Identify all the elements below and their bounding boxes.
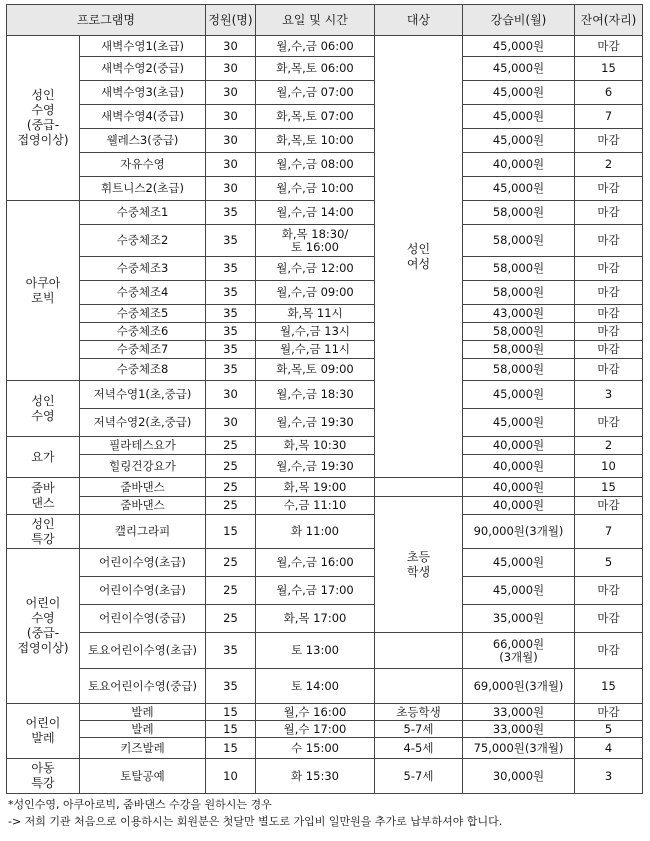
remaining-cell: 15 <box>575 478 643 497</box>
fee-cell: 30,000원 <box>463 759 575 794</box>
fee-cell: 75,000원(3개월) <box>463 738 575 759</box>
fee-cell: 45,000원 <box>463 409 575 437</box>
table-row <box>7 153 643 177</box>
table-row <box>7 455 643 478</box>
capacity-cell: 30 <box>206 105 256 129</box>
table-row <box>7 323 643 341</box>
capacity-cell: 35 <box>206 323 256 341</box>
program-name: 수중체조4 <box>80 281 206 305</box>
remaining-cell: 7 <box>575 515 643 549</box>
fee-cell: 58,000원 <box>463 341 575 359</box>
time-cell: 월,수,금 18:30 <box>256 381 375 409</box>
table-row <box>7 201 643 225</box>
time-cell: 토 13:00 <box>256 633 375 669</box>
capacity-cell: 15 <box>206 738 256 759</box>
fee-cell: 33,000원 <box>463 721 575 738</box>
target-cell: 5-7세 <box>375 721 463 738</box>
remaining-cell: 6 <box>575 81 643 105</box>
target-cell: 초등 학생 <box>375 497 463 633</box>
fee-cell: 58,000원 <box>463 225 575 257</box>
target-cell: 성인 여성 <box>375 36 463 478</box>
note-line: *성인수영, 아쿠아로빅, 줌바댄스 수강을 원하시는 경우 <box>8 798 272 811</box>
fee-cell: 40,000원 <box>463 455 575 478</box>
capacity-cell: 30 <box>206 57 256 81</box>
time-cell: 월,수,금 13시 <box>256 323 375 341</box>
fee-cell: 45,000원 <box>463 105 575 129</box>
capacity-cell: 30 <box>206 409 256 437</box>
time-cell: 월,수,금 06:00 <box>256 36 375 57</box>
remaining-cell: 마감 <box>575 633 643 669</box>
time-cell: 월,수,금 16:00 <box>256 549 375 577</box>
remaining-cell: 마감 <box>575 704 643 721</box>
table-row <box>7 105 643 129</box>
time-cell: 화,목 19:00 <box>256 478 375 497</box>
table-row <box>7 36 643 57</box>
program-name: 캘리그라피 <box>80 515 206 549</box>
table-row <box>7 57 643 81</box>
remaining-cell: 마감 <box>575 577 643 605</box>
fee-cell: 40,000원 <box>463 497 575 515</box>
time-cell: 화,목 17:00 <box>256 605 375 633</box>
target-cell: 초등학생 <box>375 704 463 721</box>
capacity-cell: 30 <box>206 129 256 153</box>
capacity-cell: 30 <box>206 153 256 177</box>
table-row <box>7 281 643 305</box>
table-row <box>7 605 643 633</box>
fee-cell: 45,000원 <box>463 177 575 201</box>
header-capacity: 정원(명) <box>206 5 256 36</box>
remaining-cell: 마감 <box>575 341 643 359</box>
header-row <box>7 5 643 36</box>
program-name: 힐링건강요가 <box>80 455 206 478</box>
table-row <box>7 81 643 105</box>
remaining-cell: 3 <box>575 759 643 794</box>
program-name: 새벽수영3(초급) <box>80 81 206 105</box>
header-remaining: 잔여(자리) <box>575 5 643 36</box>
program-name: 발레 <box>80 721 206 738</box>
program-name: 수중체조7 <box>80 341 206 359</box>
fee-cell: 90,000원(3개월) <box>463 515 575 549</box>
remaining-cell: 마감 <box>575 36 643 57</box>
time-cell: 월,수,금 09:00 <box>256 281 375 305</box>
time-cell: 화,목 18:30/ 토 16:00 <box>256 225 375 257</box>
program-name: 저녁수영2(초,중급) <box>80 409 206 437</box>
program-name: 필라테스요가 <box>80 437 206 455</box>
program-name: 새벽수영2(중급) <box>80 57 206 81</box>
time-cell: 월,수,금 17:00 <box>256 577 375 605</box>
table-row <box>7 721 643 738</box>
program-name: 토탈공예 <box>80 759 206 794</box>
table-row <box>7 759 643 794</box>
table-row <box>7 409 643 437</box>
target-cell <box>375 669 463 704</box>
table-row <box>7 225 643 257</box>
fee-cell: 45,000원 <box>463 81 575 105</box>
fee-cell: 58,000원 <box>463 201 575 225</box>
fee-cell: 45,000원 <box>463 129 575 153</box>
table-row <box>7 478 643 497</box>
program-name: 수중체조5 <box>80 305 206 323</box>
table-row <box>7 515 643 549</box>
remaining-cell: 마감 <box>575 323 643 341</box>
time-cell: 월,수 17:00 <box>256 721 375 738</box>
capacity-cell: 30 <box>206 381 256 409</box>
category-cell: 요가 <box>7 437 80 478</box>
category-cell: 줌바 댄스 <box>7 478 80 515</box>
time-cell: 월,수,금 08:00 <box>256 153 375 177</box>
remaining-cell: 마감 <box>575 281 643 305</box>
table-row <box>7 305 643 323</box>
capacity-cell: 35 <box>206 633 256 669</box>
capacity-cell: 35 <box>206 359 256 381</box>
time-cell: 화,목,토 06:00 <box>256 57 375 81</box>
program-name: 줌바댄스 <box>80 478 206 497</box>
capacity-cell: 25 <box>206 497 256 515</box>
table-row <box>7 704 643 721</box>
capacity-cell: 30 <box>206 81 256 105</box>
remaining-cell: 5 <box>575 721 643 738</box>
time-cell: 화 11:00 <box>256 515 375 549</box>
capacity-cell: 35 <box>206 341 256 359</box>
table-row <box>7 129 643 153</box>
time-cell: 토 14:00 <box>256 669 375 704</box>
program-name: 저녁수영1(초,중급) <box>80 381 206 409</box>
capacity-cell: 15 <box>206 515 256 549</box>
fee-cell: 58,000원 <box>463 323 575 341</box>
table-row <box>7 341 643 359</box>
header-program: 프로그램명 <box>7 5 206 36</box>
remaining-cell: 2 <box>575 437 643 455</box>
remaining-cell: 7 <box>575 105 643 129</box>
table-row <box>7 497 643 515</box>
remaining-cell: 마감 <box>575 605 643 633</box>
program-name: 수중체조2 <box>80 225 206 257</box>
category-cell: 어린이 수영 (중급- 접영이상) <box>7 549 80 704</box>
table-row <box>7 381 643 409</box>
category-cell: 아쿠아 로빅 <box>7 201 80 381</box>
note-line: -> 저희 기관 처음으로 이용하시는 회원분은 첫달만 별도로 가입비 일만원을 추가로 납부하셔야 합니다. <box>8 815 503 828</box>
capacity-cell: 25 <box>206 577 256 605</box>
time-cell: 월,수,금 19:30 <box>256 409 375 437</box>
remaining-cell: 15 <box>575 57 643 81</box>
capacity-cell: 35 <box>206 225 256 257</box>
time-cell: 월,수,금 11시 <box>256 341 375 359</box>
table-row <box>7 437 643 455</box>
time-cell: 월,수,금 07:00 <box>256 81 375 105</box>
fee-cell: 45,000원 <box>463 36 575 57</box>
notes <box>8 796 644 830</box>
fee-cell: 43,000원 <box>463 305 575 323</box>
time-cell: 월,수,금 19:30 <box>256 455 375 478</box>
capacity-cell: 15 <box>206 704 256 721</box>
time-cell: 월,수,금 10:00 <box>256 177 375 201</box>
remaining-cell: 마감 <box>575 225 643 257</box>
remaining-cell: 마감 <box>575 359 643 381</box>
table-row <box>7 669 643 704</box>
remaining-cell: 마감 <box>575 257 643 281</box>
remaining-cell: 마감 <box>575 201 643 225</box>
program-name: 어린이수영(초급) <box>80 577 206 605</box>
program-name: 줌바댄스 <box>80 497 206 515</box>
time-cell: 월,수,금 12:00 <box>256 257 375 281</box>
time-cell: 화,목,토 09:00 <box>256 359 375 381</box>
header-fee: 강습비(월) <box>463 5 575 36</box>
time-cell: 화,목,토 10:00 <box>256 129 375 153</box>
capacity-cell: 35 <box>206 257 256 281</box>
capacity-cell: 25 <box>206 455 256 478</box>
capacity-cell: 10 <box>206 759 256 794</box>
capacity-cell: 35 <box>206 201 256 225</box>
time-cell: 화,목,토 07:00 <box>256 105 375 129</box>
fee-cell: 40,000원 <box>463 153 575 177</box>
program-name: 어린이수영(초급) <box>80 549 206 577</box>
table-row <box>7 257 643 281</box>
fee-cell: 58,000원 <box>463 281 575 305</box>
remaining-cell: 5 <box>575 549 643 577</box>
fee-cell: 66,000원 (3개월) <box>463 633 575 669</box>
schedule-body <box>7 36 643 794</box>
program-name: 휘트니스2(초급) <box>80 177 206 201</box>
program-name: 새벽수영1(초급) <box>80 36 206 57</box>
table-row <box>7 738 643 759</box>
table-row <box>7 549 643 577</box>
remaining-cell: 10 <box>575 455 643 478</box>
target-cell <box>375 633 463 669</box>
fee-cell: 40,000원 <box>463 437 575 455</box>
remaining-cell: 마감 <box>575 305 643 323</box>
fee-cell: 69,000원(3개월) <box>463 669 575 704</box>
time-cell: 월,수 16:00 <box>256 704 375 721</box>
program-name: 수중체조3 <box>80 257 206 281</box>
category-cell: 성인 특강 <box>7 515 80 549</box>
fee-cell: 58,000원 <box>463 257 575 281</box>
fee-cell: 35,000원 <box>463 605 575 633</box>
table-row <box>7 177 643 201</box>
capacity-cell: 30 <box>206 177 256 201</box>
program-name: 웰레스3(중급) <box>80 129 206 153</box>
remaining-cell: 15 <box>575 669 643 704</box>
capacity-cell: 35 <box>206 305 256 323</box>
fee-cell: 45,000원 <box>463 381 575 409</box>
fee-cell: 45,000원 <box>463 57 575 81</box>
program-name: 수중체조8 <box>80 359 206 381</box>
capacity-cell: 15 <box>206 721 256 738</box>
capacity-cell: 25 <box>206 478 256 497</box>
category-cell: 성인 수영 <box>7 381 80 437</box>
time-cell: 화,목 10:30 <box>256 437 375 455</box>
capacity-cell: 25 <box>206 549 256 577</box>
fee-cell: 45,000원 <box>463 549 575 577</box>
target-cell <box>375 478 463 497</box>
target-cell: 4-5세 <box>375 738 463 759</box>
program-name: 새벽수영4(중급) <box>80 105 206 129</box>
time-cell: 월,수,금 14:00 <box>256 201 375 225</box>
category-cell: 성인 수영 (중급- 접영이상) <box>7 36 80 201</box>
category-cell: 아동 특강 <box>7 759 80 794</box>
remaining-cell: 2 <box>575 153 643 177</box>
remaining-cell: 마감 <box>575 409 643 437</box>
program-name: 자유수영 <box>80 153 206 177</box>
fee-cell: 45,000원 <box>463 577 575 605</box>
remaining-cell: 4 <box>575 738 643 759</box>
capacity-cell: 35 <box>206 669 256 704</box>
category-cell: 어린이 발레 <box>7 704 80 759</box>
time-cell: 수 15:00 <box>256 738 375 759</box>
fee-cell: 40,000원 <box>463 478 575 497</box>
time-cell: 화 15:30 <box>256 759 375 794</box>
header-target: 대상 <box>375 5 463 36</box>
remaining-cell: 3 <box>575 381 643 409</box>
program-name: 토요어린이수영(초급) <box>80 633 206 669</box>
table-row <box>7 577 643 605</box>
capacity-cell: 25 <box>206 605 256 633</box>
remaining-cell: 마감 <box>575 497 643 515</box>
capacity-cell: 25 <box>206 437 256 455</box>
program-name: 발레 <box>80 704 206 721</box>
time-cell: 수,금 11:10 <box>256 497 375 515</box>
program-name: 수중체조6 <box>80 323 206 341</box>
program-name: 키즈발레 <box>80 738 206 759</box>
program-name: 수중체조1 <box>80 201 206 225</box>
remaining-cell: 마감 <box>575 129 643 153</box>
header-time: 요일 및 시간 <box>256 5 375 36</box>
capacity-cell: 30 <box>206 36 256 57</box>
fee-cell: 33,000원 <box>463 704 575 721</box>
time-cell: 화,목 11시 <box>256 305 375 323</box>
table-row <box>7 633 643 669</box>
remaining-cell: 마감 <box>575 177 643 201</box>
program-name: 어린이수영(중급) <box>80 605 206 633</box>
program-name: 토요어린이수영(중급) <box>80 669 206 704</box>
schedule-table <box>6 4 643 794</box>
target-cell: 5-7세 <box>375 759 463 794</box>
table-row <box>7 359 643 381</box>
capacity-cell: 35 <box>206 281 256 305</box>
fee-cell: 58,000원 <box>463 359 575 381</box>
